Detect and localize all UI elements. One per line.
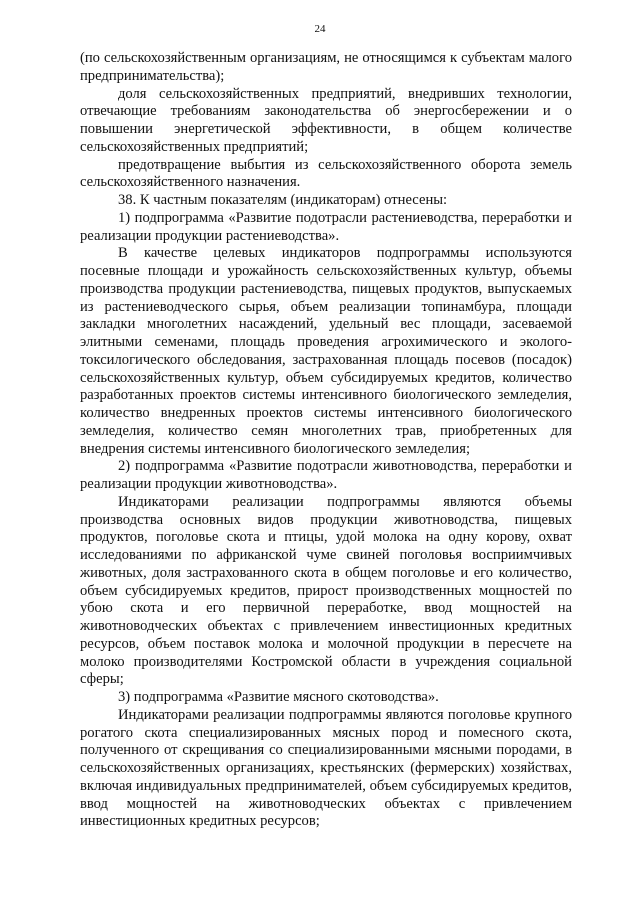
paragraph-subprogram-1-indicators: В качестве целевых индикаторов подпрограммы используются посевные площади и урожайность сельскохозяйственных культур, объемы производства продукции растениеводства, пищевых продуктов, выпускаемых из растениеводческого сырья, объем реализации топинамбура, площади закладки многолетних насаждений, удельный вес площади, засеваемой элитными семенами, площадь проведения агрохимического и эколого-токсилогического обследования, застрахованная площадь посевов (посадок) сельскохозяйственных культур, объем субсидируемых кредитов, количество разработанных проектов системы интенсивного биологического земледелия, количество внедренных проектов системы интенсивного биологического земледелия, количество семян многолетних трав, приобретенных для внедрения системы интенсивного биологического земледелия; <box>80 245 572 457</box>
page-number: 24 <box>314 23 326 35</box>
paragraph-subprogram-2-title: 2) подпрограмма «Развитие подотрасли животноводства, переработки и реализации продукции животноводства». <box>80 458 572 492</box>
paragraph-land-withdrawal: предотвращение выбытия из сельскохозяйственного оборота земель сельскохозяйственного назначения. <box>80 156 572 191</box>
document-body <box>80 50 572 831</box>
paragraph-continuation: (по сельскохозяйственным организациям, не относящимся к субъектам малого предпринимательства); <box>80 50 572 84</box>
paragraph-subprogram-2-indicators: Индикаторами реализации подпрограммы являются объемы производства основных видов продукции животноводства, пищевых продуктов, поголовье скота и птицы, удой молока на одну корову, охват исследованиями по африканской чуме свиней поголовья восприимчивых животных, доля застрахованного скота в общем поголовье и его количество, объем субсидируемых кредитов, прирост производственных мощностей по убою скота и его первичной переработке, ввод мощностей на животноводческих объектах с привлечением инвестиционных кредитных ресурсов, объем поставок молока и молочной продукции в пересчете на молоко производителями Костромской области в учреждения социальной сферы; <box>80 493 572 688</box>
paragraph-section-38-heading: 38. К частным показателям (индикаторам) отнесены: <box>118 192 448 208</box>
paragraph-energy-share: доля сельскохозяйственных предприятий, внедривших технологии, отвечающие требованиям законодательства об энергосбережении и о повышении энергетической эффективности, в общем количестве сельскохозяйственных предприятий; <box>80 85 572 155</box>
paragraph-subprogram-1-title: 1) подпрограмма «Развитие подотрасли растениеводства, переработки и реализации продукции растениеводства». <box>80 209 572 244</box>
paragraph-subprogram-3-indicators: Индикаторами реализации подпрограммы являются поголовье крупного рогатого скота специализированных мясных пород и помесного скота, полученного от скрещивания со специализированными мясными породами, в сельскохозяйственных организациях, крестьянских (фермерских) хозяйствах, включая индивидуальных предпринимателей, объем субсидируемых кредитов, ввод мощностей на животноводческих объектах с привлечением инвестиционных кредитных ресурсов; <box>80 706 572 830</box>
paragraph-subprogram-3-title: 3) подпрограмма «Развитие мясного скотоводства». <box>118 689 439 705</box>
